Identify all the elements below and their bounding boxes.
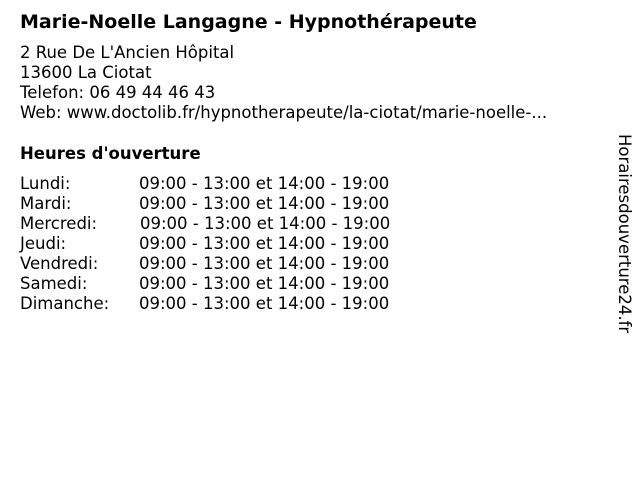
hours-row-samedi [20,274,440,294]
hours-row-jeudi [20,234,440,254]
hours-row-lundi [20,174,440,194]
day-label: Jeudi: [20,234,67,253]
time-range: 09:00 - 13:00 et 14:00 - 19:00 [139,294,390,313]
city-address: 13600 La Ciotat [20,63,152,82]
phone-number: Telefon: 06 49 44 46 43 [20,83,216,102]
day-label: Mardi: [20,194,72,213]
day-label: Mercredi: [20,214,98,233]
hours-heading: Heures d'ouverture [20,144,201,163]
hours-row-mardi [20,194,440,214]
time-range: 09:00 - 13:00 et 14:00 - 19:00 [139,174,390,193]
street-address: 2 Rue De L'Ancien Hôpital [20,43,235,62]
website-link[interactable]: Web: www.doctolib.fr/hypnotherapeute/la-ciotat/marie-noelle-... [20,103,548,122]
time-range: 09:00 - 13:00 et 14:00 - 19:00 [140,214,391,233]
page-title: Marie-Noelle Langagne - Hypnothérapeute [20,11,477,33]
brand-text: Horairesdouverture24.fr [615,134,634,334]
hours-row-dimanche [20,294,440,314]
day-label: Dimanche: [20,294,110,313]
time-range: 09:00 - 13:00 et 14:00 - 19:00 [139,194,390,213]
time-range: 09:00 - 13:00 et 14:00 - 19:00 [139,254,390,273]
day-label: Vendredi: [20,254,99,273]
day-label: Lundi: [20,174,71,193]
address-block [20,43,547,123]
time-range: 09:00 - 13:00 et 14:00 - 19:00 [139,274,390,293]
hours-row-vendredi [20,254,440,274]
brand-watermark [612,134,634,374]
day-label: Samedi: [20,274,88,293]
time-range: 09:00 - 13:00 et 14:00 - 19:00 [139,234,390,253]
hours-row-mercredi [20,214,440,234]
hours-table [20,174,440,314]
